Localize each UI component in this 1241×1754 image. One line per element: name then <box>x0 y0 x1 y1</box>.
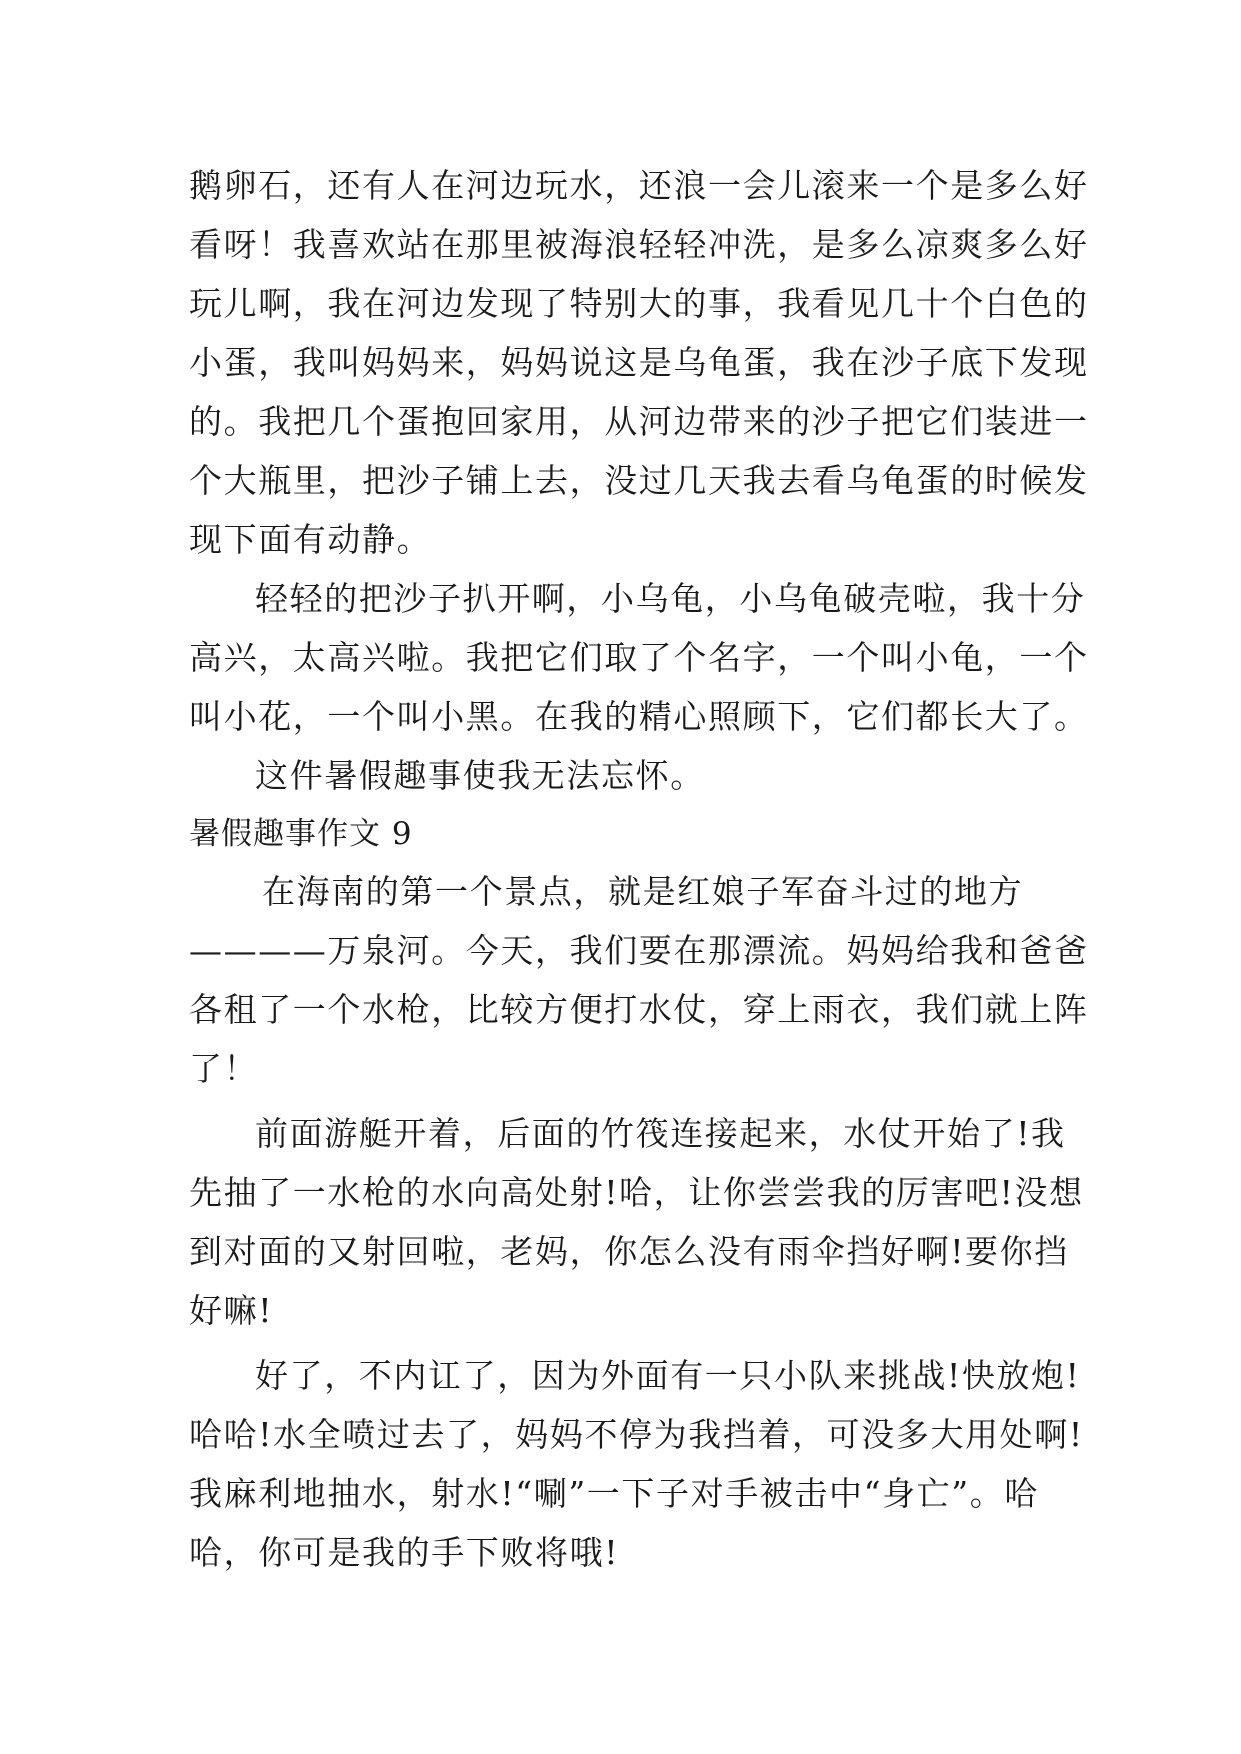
text-line: 叫小花，一个叫小黑。在我的精心照顾下，它们都长大了。 <box>189 697 1089 736</box>
text-line: 我麻利地抽水，射水!“唰”一下子对手被击中“身亡”。哈 <box>189 1474 1039 1513</box>
text-line: 先抽了一水枪的水向高处射!哈，让你尝尝我的厉害吧!没想 <box>189 1173 1084 1212</box>
text-line: 玩儿啊，我在河边发现了特别大的事，我看见几十个白色的 <box>189 284 1089 323</box>
paragraph-first-line: 轻轻的把沙子扒开啊，小乌龟，小乌龟破壳啦，我十分 <box>255 579 1086 618</box>
text-line: 到对面的又射回啦，老妈，你怎么没有雨伞挡好啊!要你挡 <box>189 1232 1069 1271</box>
section-heading: 暑假趣事作文 9 <box>189 816 413 852</box>
text-line: 的。我把几个蛋抱回家用，从河边带来的沙子把它们装进一 <box>189 402 1089 441</box>
text-line: 现下面有动静。 <box>189 520 432 559</box>
paragraph-first-line: 这件暑假趣事使我无法忘怀。 <box>255 756 705 795</box>
text-line: 了！ <box>189 1049 259 1088</box>
paragraph-first-line: 在海南的第一个景点，就是红娘子军奋斗过的地方 <box>262 872 1024 911</box>
text-line: ————万泉河。今天，我们要在那漂流。妈妈给我和爸爸 <box>189 931 1089 970</box>
text-line: 个大瓶里，把沙子铺上去，没过几天我去看乌龟蛋的时候发 <box>189 461 1089 500</box>
text-line: 哈，你可是我的手下败将哦! <box>189 1533 620 1572</box>
text-line: 哈哈!水全喷过去了，妈妈不停为我挡着，可没多大用处啊! <box>189 1415 1084 1454</box>
text-line: 看呀！我喜欢站在那里被海浪轻轻冲洗，是多么凉爽多么好 <box>189 225 1089 264</box>
text-line: 鹅卵石，还有人在河边玩水，还浪一会儿滚来一个是多么好 <box>189 166 1089 205</box>
text-line: 各租了一个水枪，比较方便打水仗，穿上雨衣，我们就上阵 <box>189 990 1089 1029</box>
text-line: 好嘛! <box>189 1291 274 1330</box>
paragraph-first-line: 前面游艇开着，后面的竹筏连接起来，水仗开始了!我 <box>255 1114 1066 1153</box>
paragraph-first-line: 好了，不内讧了，因为外面有一只小队来挑战!快放炮! <box>255 1356 1081 1395</box>
text-line: 小蛋，我叫妈妈来，妈妈说这是乌龟蛋，我在沙子底下发现 <box>189 343 1089 382</box>
text-line: 高兴，太高兴啦。我把它们取了个名字，一个叫小龟，一个 <box>189 638 1089 677</box>
